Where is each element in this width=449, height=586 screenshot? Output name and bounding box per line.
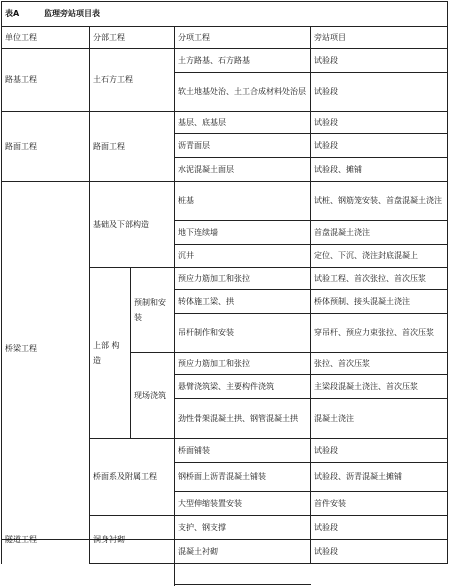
part-cell: 土石方工程 — [93, 75, 133, 84]
item-cell: 悬臂浇筑梁、主要构件浇筑 — [178, 381, 274, 391]
subpart-cell: 现场浇筑 — [134, 390, 166, 400]
item-cell: 地下连续墙 — [178, 227, 218, 237]
point-cell: 试验段 — [314, 117, 338, 127]
point-cell: 主梁段混凝土浇注、首次压浆 — [314, 381, 418, 391]
point-cell: 试验段 — [314, 140, 338, 150]
point-cell: 试桩、钢筋笼安装、首盘混凝土浇注 — [314, 196, 442, 205]
point-cell: 桥体预制、接头混凝土浇注 — [314, 296, 410, 306]
point-cell: 试验段、沥青混凝土摊铺 — [314, 472, 402, 481]
item-cell: 劲性骨架混凝土拱、钢管混凝土拱 — [178, 413, 298, 423]
item-cell: 沉井 — [178, 251, 194, 260]
point-cell: 试验工程、首次张拉、首次压浆 — [314, 273, 426, 283]
header-cell: 分项工程 — [178, 32, 210, 42]
item-cell: 土方路基、石方路基 — [178, 55, 250, 65]
header-cell: 旁站项目 — [314, 32, 346, 42]
unit-cell: 隧道工程 — [5, 534, 37, 544]
item-cell: 基层、底基层 — [178, 117, 226, 127]
unit-cell: 路基工程 — [5, 75, 37, 84]
grid-line — [174, 584, 311, 585]
point-cell: 穿吊杆、预应力束张拉、首次压浆 — [314, 328, 434, 337]
item-cell: 桩基 — [178, 196, 194, 205]
point-cell: 混凝土浇注 — [314, 413, 354, 423]
table-label: 表A — [5, 9, 20, 18]
part-cell: 上部 构造 — [93, 340, 120, 365]
item-cell: 预应力筋加工和张拉 — [178, 358, 250, 368]
point-cell: 试验段 — [314, 522, 338, 532]
item-cell: 大型伸缩装置安装 — [178, 498, 242, 508]
item-cell: 预应力筋加工和张拉 — [178, 273, 250, 283]
item-cell: 支护、钢支撑 — [178, 522, 226, 532]
grid-line — [89, 563, 175, 564]
point-cell: 试验段 — [314, 445, 338, 455]
header-cell: 单位工程 — [5, 32, 37, 42]
item-cell: 混凝土衬砌 — [178, 546, 218, 556]
item-cell: 转体施工梁、拱 — [178, 296, 234, 306]
table-title: 监理旁站项目表 — [44, 9, 100, 18]
item-cell: 沥青面层 — [178, 140, 210, 150]
item-cell: 水泥混凝土面层 — [178, 164, 234, 174]
grid-line — [447, 26, 448, 49]
part-cell: 桥面系及附属工程 — [93, 472, 157, 481]
point-cell: 试验段 — [314, 546, 338, 556]
item-cell: 钢桥面上沥青混凝土铺装 — [178, 472, 266, 481]
point-cell: 首件安装 — [314, 498, 346, 508]
unit-cell: 桥梁工程 — [5, 343, 37, 353]
point-cell: 试验段 — [314, 55, 338, 65]
subpart-cell: 预制和安装 — [134, 297, 166, 322]
grid-line — [447, 1, 448, 564]
item-cell: 吊杆制作和安装 — [178, 328, 234, 337]
point-cell: 定位、下沉、浇注封底混凝上 — [314, 251, 418, 260]
part-cell: 洞身衬砌 — [93, 534, 125, 544]
grid-line — [174, 563, 448, 564]
point-cell: 张拉、首次压浆 — [314, 358, 370, 368]
unit-cell: 路面工程 — [5, 141, 37, 151]
point-cell: 试验段、摊铺 — [314, 164, 362, 174]
point-cell: 首盘混凝土浇注 — [314, 227, 370, 237]
item-cell: 软土地基处治、土工合成材料处治层 — [178, 87, 306, 96]
part-cell: 基础及下部构造 — [93, 219, 149, 229]
header-cell: 分部工程 — [93, 32, 125, 42]
point-cell: 试验段 — [314, 87, 338, 96]
part-cell: 路面工程 — [93, 141, 125, 151]
item-cell: 桥面铺装 — [178, 445, 210, 455]
